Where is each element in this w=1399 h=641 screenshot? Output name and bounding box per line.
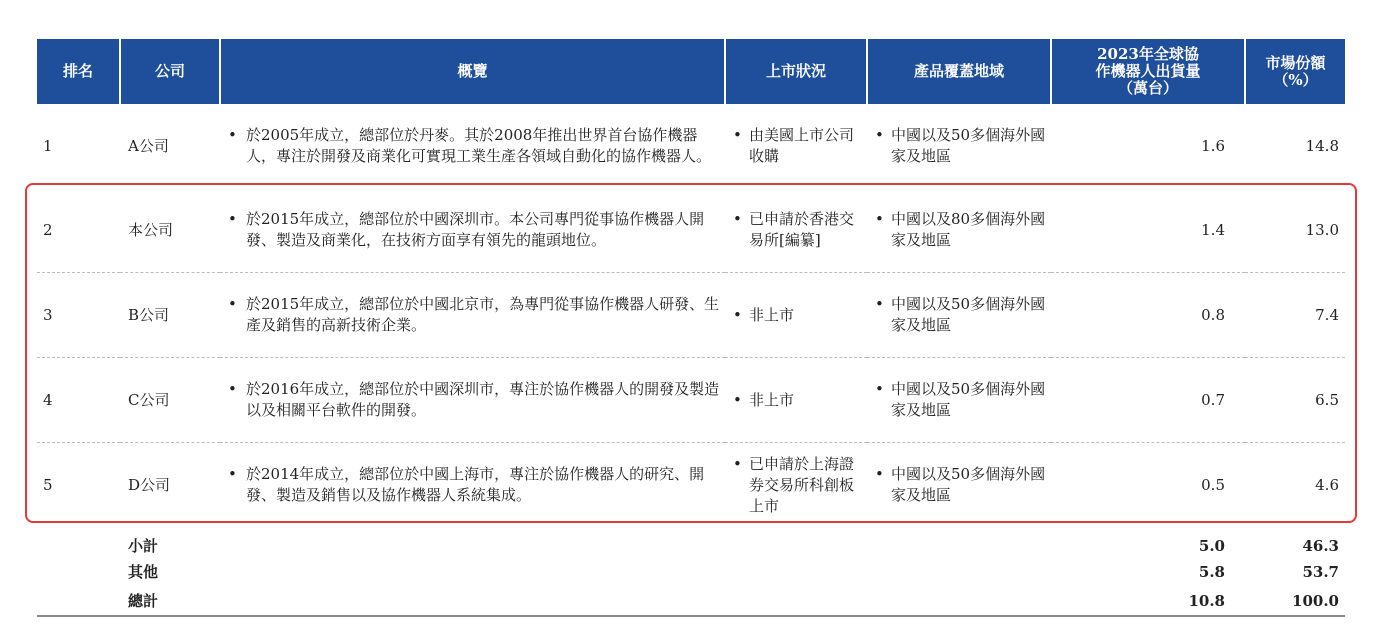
table-header-row — [37, 39, 1345, 104]
share-cell: 4.6 — [1245, 443, 1345, 528]
header-shipments-line1: 2023年全球協 — [1097, 45, 1199, 63]
table-row — [37, 443, 1345, 528]
listing-cell — [725, 104, 867, 188]
header-shipments-line3: （萬台） — [1117, 79, 1178, 97]
region-cell — [867, 273, 1051, 358]
listing-bullet: • 已申請於香港交易所[編纂] — [725, 209, 867, 251]
market-ranking-table — [37, 39, 1345, 617]
shipments-cell: 1.6 — [1201, 136, 1225, 155]
region-cell — [867, 443, 1051, 528]
company-cell: A公司 — [128, 136, 169, 155]
company-cell: B公司 — [120, 273, 220, 358]
company-cell: 本公司 — [128, 220, 174, 239]
subtotal-shipments: 5.0 — [1198, 537, 1225, 555]
header-rank: 排名 — [37, 39, 120, 104]
share-cell: 13.0 — [1305, 220, 1339, 239]
overview-bullet: • 於2015年成立，總部位於中國深圳市。本公司專門從事協作機器人開發、製造及商業化，在技術方面享有領先的龍頭地位。 — [220, 209, 725, 251]
header-share-line2: （%） — [1273, 70, 1318, 89]
header-market-share — [1245, 39, 1345, 104]
overview-cell — [220, 188, 725, 273]
overview-cell — [220, 443, 725, 528]
overview-cell — [220, 273, 725, 358]
subtotal-label: 小計 — [128, 537, 159, 555]
header-shipments — [1051, 39, 1245, 104]
others-shipments: 5.8 — [1198, 562, 1225, 581]
region-bullet: • 中國以及50多個海外國家及地區 — [867, 464, 1051, 506]
overview-bullet: • 於2005年成立，總部位於丹麥。其於2008年推出世界首台協作機器人，專注於開發及商業化可實現工業生產各領域自動化的協作機器人。 — [220, 125, 725, 167]
others-label: 其他 — [128, 562, 159, 581]
header-listing-status: 上市狀況 — [725, 39, 867, 104]
share-cell: 14.8 — [1305, 136, 1339, 155]
rank-cell: 5 — [37, 443, 120, 528]
listing-cell — [725, 273, 867, 358]
total-shipments: 10.8 — [1051, 586, 1245, 616]
company-cell: D公司 — [120, 443, 220, 528]
shipments-cell: 0.5 — [1051, 443, 1245, 528]
region-bullet: • 中國以及50多個海外國家及地區 — [867, 125, 1051, 167]
overview-cell — [220, 104, 725, 188]
listing-bullet: • 非上市 — [725, 390, 867, 411]
header-company: 公司 — [120, 39, 220, 104]
subtotal-share: 46.3 — [1302, 537, 1339, 555]
region-bullet: • 中國以及50多個海外國家及地區 — [867, 294, 1051, 336]
overview-bullet: • 於2016年成立，總部位於中國深圳市，專注於協作機器人的開發及製造以及相關平台軟件的開發。 — [220, 379, 725, 421]
listing-cell — [725, 443, 867, 528]
overview-cell — [220, 358, 725, 443]
region-cell — [867, 188, 1051, 273]
total-share: 100.0 — [1245, 586, 1345, 616]
listing-cell — [725, 358, 867, 443]
region-cell — [867, 358, 1051, 443]
header-shipments-line2: 作機器人出貨量 — [1095, 62, 1201, 80]
rank-cell: 4 — [37, 358, 120, 443]
header-product-coverage: 產品覆蓋地域 — [867, 39, 1051, 104]
rank-cell: 1 — [43, 136, 53, 155]
listing-bullet: • 由美國上市公司收購 — [725, 125, 867, 167]
table-row — [37, 273, 1345, 358]
table-row — [37, 358, 1345, 443]
header-overview: 概覽 — [220, 39, 725, 104]
share-cell: 6.5 — [1245, 358, 1345, 443]
total-label: 總計 — [120, 586, 220, 616]
subtotal-row — [37, 527, 1345, 557]
region-bullet: • 中國以及80多個海外國家及地區 — [867, 209, 1051, 251]
shipments-cell: 1.4 — [1201, 220, 1225, 239]
shipments-cell: 0.7 — [1051, 358, 1245, 443]
listing-bullet: • 非上市 — [725, 305, 867, 326]
shipments-cell: 0.8 — [1051, 273, 1245, 358]
others-share: 53.7 — [1302, 562, 1339, 581]
share-cell: 7.4 — [1245, 273, 1345, 358]
overview-bullet: • 於2014年成立，總部位於中國上海市，專注於協作機器人的研究、開發、製造及銷售以及協作機器人系統集成。 — [220, 464, 725, 506]
others-row — [37, 557, 1345, 586]
rank-cell: 3 — [37, 273, 120, 358]
rank-cell: 2 — [43, 220, 53, 239]
total-row — [37, 586, 1345, 616]
listing-bullet: • 已申請於上海證券交易所科創板上市 — [725, 454, 867, 517]
table-row — [37, 104, 1345, 188]
overview-bullet: • 於2015年成立，總部位於中國北京市，為專門從事協作機器人研發、生產及銷售的高新技術企業。 — [220, 294, 725, 336]
header-share-line1: 市場份額 — [1265, 53, 1326, 72]
listing-cell — [725, 188, 867, 273]
region-bullet: • 中國以及50多個海外國家及地區 — [867, 379, 1051, 421]
region-cell — [867, 104, 1051, 188]
table-row — [37, 188, 1345, 273]
company-cell: C公司 — [120, 358, 220, 443]
